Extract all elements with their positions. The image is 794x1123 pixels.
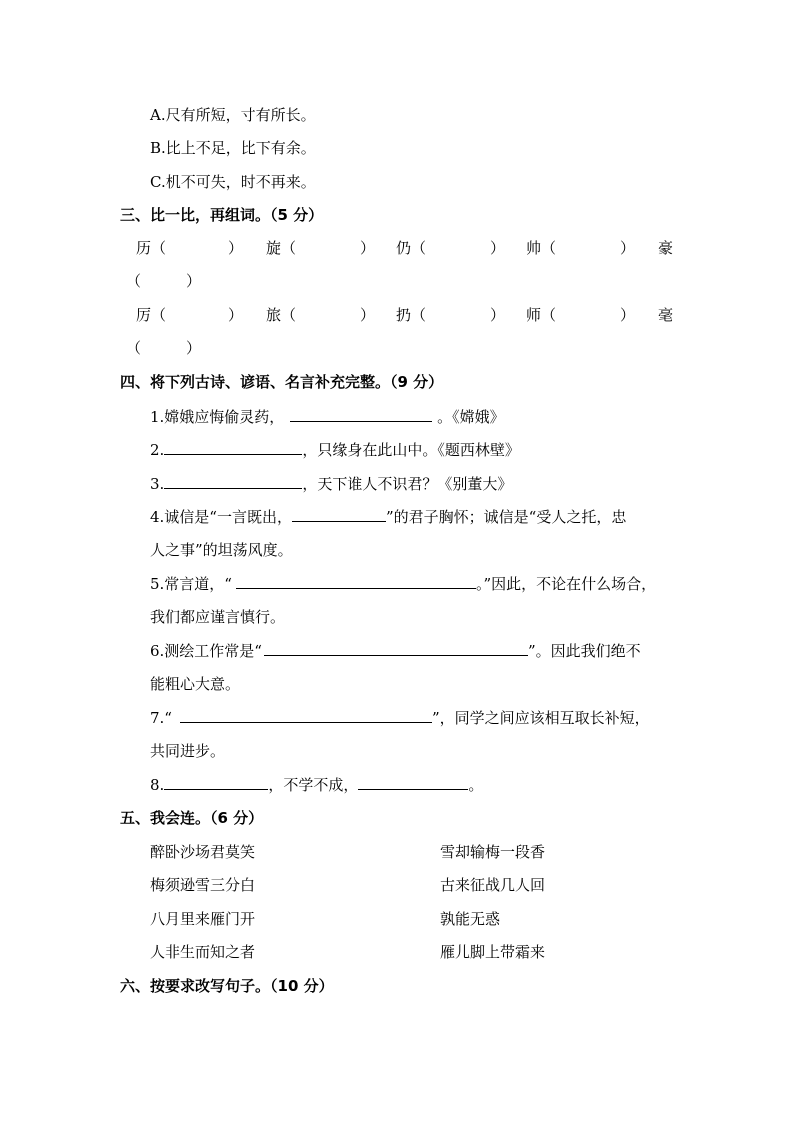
answer-blank[interactable]	[290, 406, 432, 422]
answer-blank[interactable]	[236, 573, 476, 589]
word-cell: ）	[620, 239, 636, 257]
question-text: 5.常言道，“	[150, 575, 232, 593]
match-item-left[interactable]: 醉卧沙场君莫笑	[150, 843, 256, 861]
answer-blank[interactable]	[164, 439, 302, 455]
section-3-title: 三、比一比，再组词。（5 分）	[120, 206, 324, 224]
answer-blank[interactable]	[264, 640, 528, 656]
poem-question-6	[150, 640, 641, 661]
question-text: 7.“	[150, 709, 172, 727]
poem-question-8	[150, 774, 483, 795]
word-cell: ）	[228, 239, 244, 257]
match-item-left[interactable]: 人非生而知之者	[150, 943, 256, 961]
answer-blank[interactable]	[164, 774, 268, 790]
question-text: 3.	[150, 475, 165, 493]
question-text: ”的君子胸怀；诚信是“受人之托，忠	[385, 508, 627, 526]
word-cell: 历（	[136, 239, 167, 257]
option-b: B.比上不足，比下有余。	[150, 139, 316, 157]
word-cell: 旅（	[266, 306, 297, 324]
word-cell: ）	[360, 306, 376, 324]
word-cell: 毫	[658, 306, 674, 324]
word-cell: ）	[360, 239, 376, 257]
word-cell: 厉（	[136, 306, 167, 324]
question-text: 。《嫦娥》	[432, 408, 505, 426]
word-cell: ）	[186, 339, 202, 357]
match-item-left[interactable]: 梅须逊雪三分白	[150, 876, 256, 894]
poem-question-5	[150, 573, 656, 594]
word-cell: 豪	[658, 239, 674, 257]
poem-question-3	[150, 473, 512, 494]
word-cell: （	[126, 272, 142, 290]
answer-blank[interactable]	[164, 473, 302, 489]
question-text: 1.嫦娥应悔偷灵药，	[150, 408, 285, 426]
match-item-left[interactable]: 八月里来雁门开	[150, 910, 256, 928]
question-text: 。	[468, 776, 484, 794]
word-cell: ）	[620, 306, 636, 324]
match-item-right[interactable]: 雁儿脚上带霜来	[440, 943, 546, 961]
question-text: ，天下谁人不识君？《别董大》	[302, 475, 513, 493]
question-text: 6.测绘工作常是“	[150, 642, 262, 660]
option-a: A.尺有所短，寸有所长。	[150, 106, 316, 124]
answer-blank[interactable]	[180, 707, 432, 723]
word-cell: （	[126, 339, 142, 357]
section-6-title: 六、按要求改写句子。（10 分）	[120, 977, 334, 995]
word-cell: ）	[228, 306, 244, 324]
word-cell: ）	[490, 306, 506, 324]
poem-question-7	[150, 707, 650, 728]
answer-blank[interactable]	[358, 774, 468, 790]
question-continuation: 我们都应谨言慎行。	[150, 608, 286, 626]
answer-blank[interactable]	[292, 506, 386, 522]
question-text: 。”因此，不论在什么场合，	[475, 575, 657, 593]
option-c: C.机不可失，时不再来。	[150, 173, 316, 191]
match-item-right[interactable]: 孰能无惑	[440, 910, 501, 928]
question-continuation: 共同进步。	[150, 742, 226, 760]
question-text: ，只缘身在此山中。《题西林壁》	[302, 441, 520, 459]
question-text: ”，同学之间应该相互取长补短，	[431, 709, 650, 727]
match-item-right[interactable]: 雪却输梅一段香	[440, 843, 546, 861]
word-cell: 仍（	[396, 239, 427, 257]
word-cell: 师（	[526, 306, 557, 324]
word-cell: 扔（	[396, 306, 427, 324]
question-text: 4.诚信是“一言既出，	[150, 508, 292, 526]
question-text: ，不学不成，	[268, 776, 359, 794]
word-cell: 帅（	[526, 239, 557, 257]
match-item-right[interactable]: 古来征战几人回	[440, 876, 546, 894]
word-cell: ）	[186, 272, 202, 290]
poem-question-2	[150, 439, 520, 460]
poem-question-4	[150, 506, 626, 527]
section-4-title: 四、将下列古诗、谚语、名言补充完整。（9 分）	[120, 373, 444, 391]
section-5-title: 五、我会连。（6 分）	[120, 809, 264, 827]
question-text: ”。因此我们绝不	[527, 642, 641, 660]
question-continuation: 人之事”的坦荡风度。	[150, 541, 293, 559]
word-cell: ）	[490, 239, 506, 257]
question-text: 2.	[150, 441, 165, 459]
question-continuation: 能粗心大意。	[150, 675, 241, 693]
question-text: 8.	[150, 776, 165, 794]
word-cell: 旋（	[266, 239, 297, 257]
poem-question-1	[150, 406, 505, 427]
